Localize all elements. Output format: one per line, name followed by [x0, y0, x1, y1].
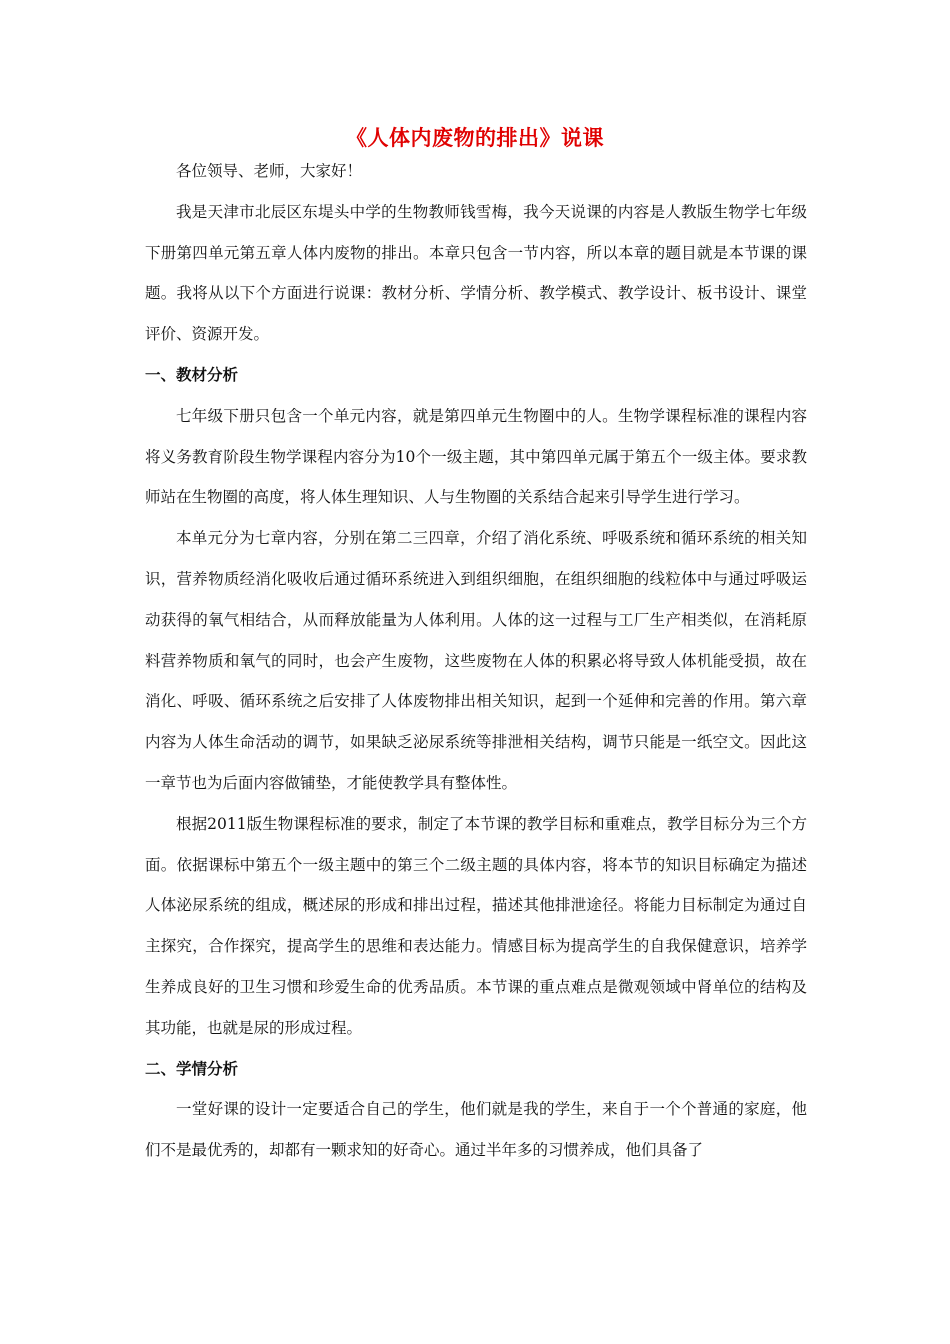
section-heading-textbook-analysis: 一、教材分析 — [145, 365, 239, 384]
paragraph: 七年级下册只包含一个单元内容，就是第四单元生物圈中的人。生物学课程标准的课程内容将义务教育阶段生物学课程内容分为10个一级主题，其中第四单元属于第五个一级主体。要求教师站在生物圈的高度，将人体生理知识、人与生物圈的关系结合起来引导学生进行学习。 — [145, 406, 807, 507]
document-title: 《人体内废物的排出》说课 — [346, 126, 604, 150]
greeting-paragraph: 各位领导、老师，大家好！ — [176, 162, 363, 180]
document-body — [145, 151, 807, 1171]
paragraph: 一堂好课的设计一定要适合自己的学生，他们就是我的学生，来自于一个个普通的家庭，他们不是最优秀的，却都有一颗求知的好奇心。通过半年多的习惯养成，他们具备了 — [145, 1100, 807, 1160]
intro-paragraph: 我是天津市北辰区东堤头中学的生物教师钱雪梅，我今天说课的内容是人教版生物学七年级下册第四单元第五章人体内废物的排出。本章只包含一节内容，所以本章的题目就是本节课的课题。我将从以下个方面进行说课：教材分析、学情分析、教学模式、教学设计、板书设计、课堂评价、资源开发。 — [145, 202, 807, 344]
paragraph: 根据2011版生物课程标准的要求，制定了本节课的教学目标和重难点，教学目标分为三个方面。依据课标中第五个一级主题中的第三个二级主题的具体内容，将本节的知识目标确定为描述人体泌尿系统的组成，概述尿的形成和排出过程，描述其他排泄途径。将能力目标制定为通过自主探究，合作探究，提高学生的思维和表达能力。情感目标为提高学生的自我保健意识，培养学生养成良好的卫生习惯和珍爱生命的优秀品质。本节课的重点难点是微观领域中肾单位的结构及其功能，也就是尿的形成过程。 — [145, 814, 807, 1037]
paragraph: 本单元分为七章内容，分别在第二三四章，介绍了消化系统、呼吸系统和循环系统的相关知识，营养物质经消化吸收后通过循环系统进入到组织细胞，在组织细胞的线粒体中与通过呼吸运动获得的氧气相结合，从而释放能量为人体利用。人体的这一过程与工厂生产相类似，在消耗原料营养物质和氧气的同时，也会产生废物，这些废物在人体的积累必将导致人体机能受损，故在消化、呼吸、循环系统之后安排了人体废物排出相关知识，起到一个延伸和完善的作用。第六章内容为人体生命活动的调节，如果缺乏泌尿系统等排泄相关结构，调节只能是一纸空文。因此这一章节也为后面内容做铺垫，才能使教学具有整体性。 — [145, 529, 807, 792]
section-heading-student-analysis: 二、学情分析 — [145, 1059, 239, 1078]
